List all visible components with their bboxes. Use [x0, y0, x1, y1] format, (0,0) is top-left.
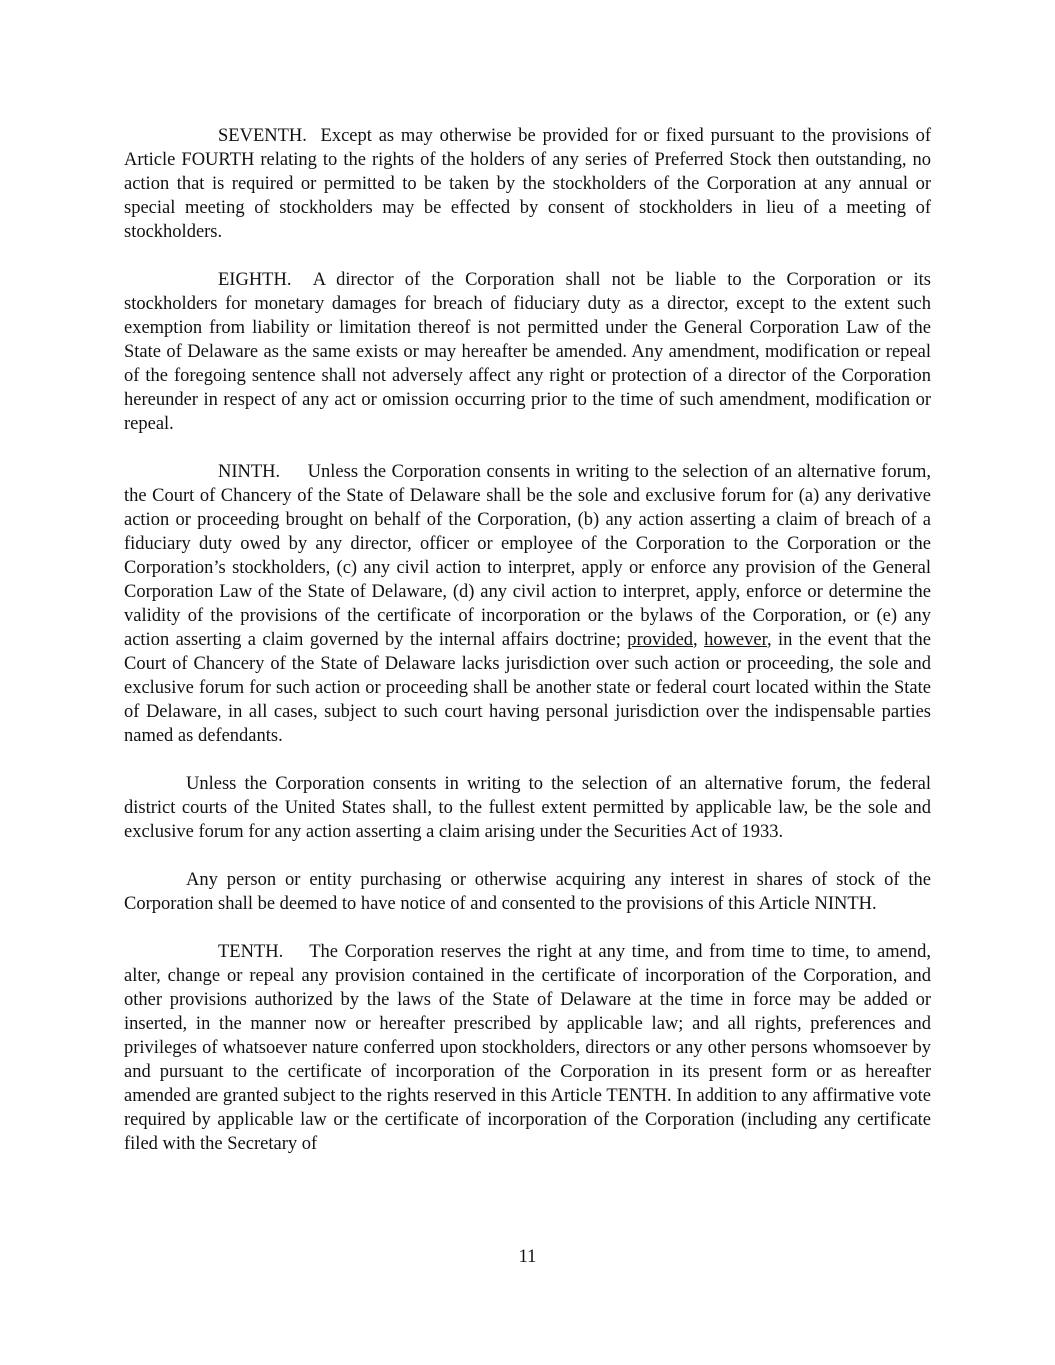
article-ninth-notice-text: Any person or entity purchasing or otherwise acquiring any interest in shares of stock of the Corporation shall be deemed to have notice of and consented to the provisions of this Article NINTH.: [124, 870, 931, 914]
document-page: [124, 124, 931, 1180]
article-eighth-paragraph: [124, 268, 931, 436]
provided-underlined-term: provided: [627, 630, 694, 650]
article-ninth-text-before: Unless the Corporation consents in writing to the selection of an alternative forum, the Court of Chancery of the State of Delaware shall be the sole and exclusive forum for (a) any derivative action or proceeding brought on behalf of the Corporation, (b) any action asserting a claim of breach of a fiduciary duty owed by any director, officer or employee of the Corporation to the Corporation or the Corporation’s stockholders, (c) any civil action to interpret, apply or enforce any provision of the General Corporation Law of the State of Delaware, (d) any civil action to interpret, apply, enforce or determine the validity of the provisions of the certificate of incorporation or the bylaws of the Corporation, or (e) any action asserting a claim governed by the internal affairs doctrine;: [124, 462, 932, 650]
however-underlined-term: however: [704, 630, 768, 650]
article-seventh-paragraph: [124, 124, 931, 244]
page-number: 11: [518, 1247, 537, 1267]
article-ninth-paragraph: [124, 460, 931, 748]
article-ninth-separator: ,: [693, 630, 705, 650]
article-eighth-text: A director of the Corporation shall not be liable to the Corporation or its stockholders for monetary damages for breach of fiduciary duty as a director, except to the extent such exemption from liability or limitation thereof is not permitted under the General Corporation Law of the State of Delaware as the same exists or may hereafter be amended. Any amendment, modification or repeal of the foregoing sentence shall not adversely affect any right or protection of a director of the Corporation hereunder in respect of any act or omission occurring prior to the time of such amendment, modification or repeal.: [124, 270, 931, 434]
article-tenth-text: The Corporation reserves the right at any time, and from time to time, to amend, alter, change or repeal any provision contained in the certificate of incorporation of the Corporation, and other provisions authorized by the laws of the State of Delaware at the time in force may be added or inserted, in the manner now or hereafter prescribed by applicable law; and all rights, preferences and privileges of whatsoever nature conferred upon stockholders, directors or any other persons whomsoever by and pursuant to the certificate of incorporation of the Corporation in its present form or as hereafter amended are granted subject to the rights reserved in this Article TENTH. In addition to any affirmative vote required by applicable law or the certificate of incorporation of the Corporation (including any certificate filed with the Secretary of: [124, 942, 931, 1154]
article-tenth-paragraph: [124, 940, 931, 1156]
article-tenth-heading: TENTH.: [218, 942, 284, 962]
article-ninth-notice-paragraph: [124, 868, 931, 916]
article-ninth-heading: NINTH.: [218, 462, 281, 482]
article-ninth-text-after: , in the event that the Court of Chancery of the State of Delaware lacks jurisdiction over such action or proceeding, the sole and exclusive forum for such action or proceeding shall be another state or federal court located within the State of Delaware, in all cases, subject to such court having personal jurisdiction over the indispensable parties named as defendants.: [124, 630, 931, 746]
article-ninth-federal-forum-paragraph: [124, 772, 931, 844]
article-ninth-federal-forum-text: Unless the Corporation consents in writing to the selection of an alternative forum, the federal district courts of the United States shall, to the fullest extent permitted by applicable law, be the sole and exclusive forum for any action asserting a claim arising under the Securities Act of 1933.: [124, 774, 931, 842]
article-seventh-heading: SEVENTH.: [218, 126, 307, 146]
article-seventh-text: Except as may otherwise be provided for or fixed pursuant to the provisions of Article FOURTH relating to the rights of the holders of any series of Preferred Stock then outstanding, no action that is required or permitted to be taken by the stockholders of the Corporation at any annual or special meeting of stockholders may be effected by consent of stockholders in lieu of a meeting of stockholders.: [124, 126, 932, 242]
article-eighth-heading: EIGHTH.: [218, 270, 292, 290]
